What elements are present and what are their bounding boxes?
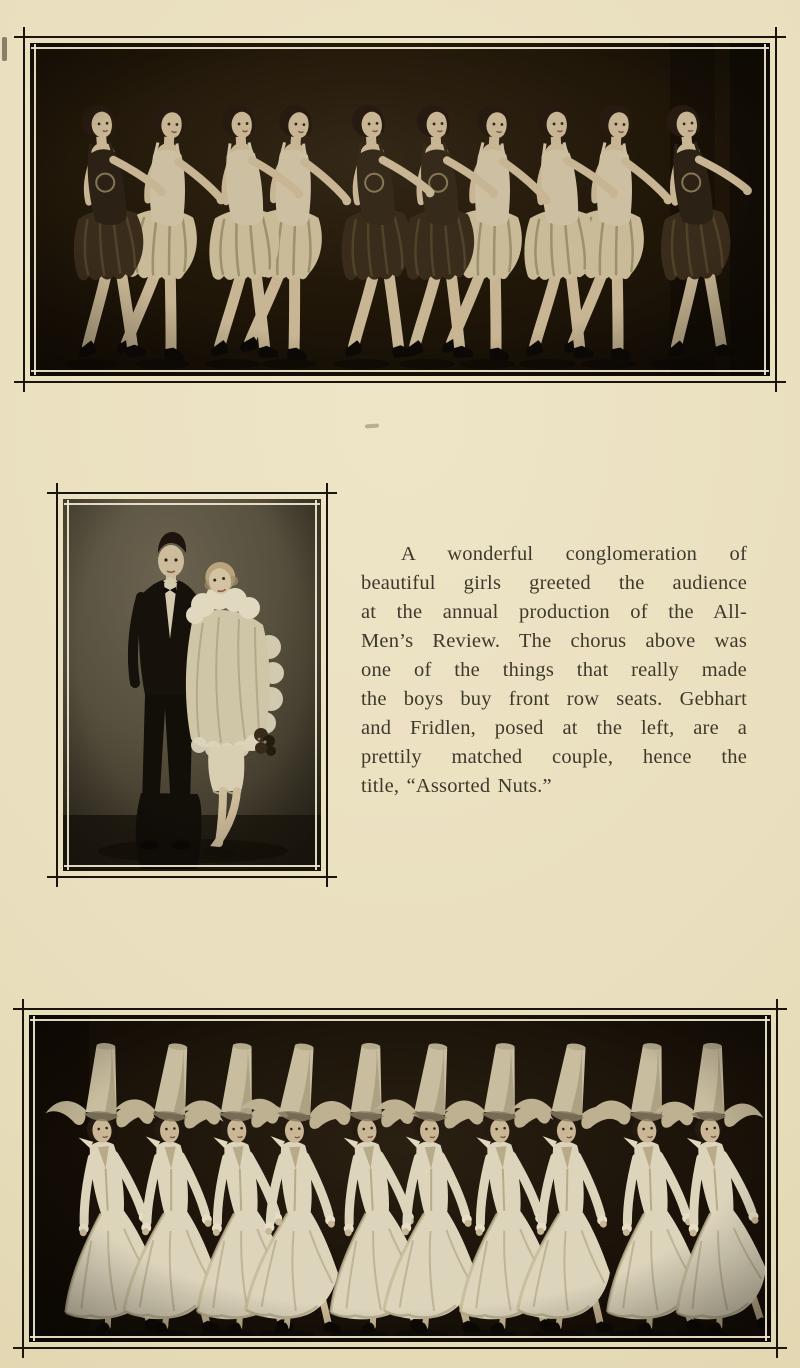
frame-rule [22,999,24,1358]
frame-keyline [33,1016,35,1341]
caption-line: beautiful girls greeted the audience [361,572,747,594]
frame-keyline [31,370,769,372]
cone-hat-dancers-illustration [29,1015,771,1342]
caption-paragraph [361,540,747,801]
bottom-photo-plate [22,1008,778,1349]
frame-rule [776,999,778,1358]
couple-photo-plate [56,492,328,878]
caption-line: title, “Assorted Nuts.” [361,775,552,797]
frame-keyline [315,500,317,870]
top-photo-plate [23,36,777,383]
frame-keyline [31,47,769,49]
chorus-line-illustration [30,43,770,376]
caption-line: the boys buy front row seats. Gebhart [361,688,747,710]
chorus-line-photo [30,43,770,376]
caption-line: and Fridlen, posed at the left, are a [361,717,747,739]
frame-rule [23,27,25,392]
frame-rule [56,483,58,887]
frame-rule [47,492,337,494]
frame-keyline [765,1016,767,1341]
frame-rule [47,876,337,878]
frame-rule [14,381,786,383]
frame-keyline [64,865,320,867]
frame-keyline [34,44,36,375]
caption-line: Men’s Review. The chorus above was [361,630,747,652]
frame-keyline [67,500,69,870]
caption-line: at the annual production of the All- [361,601,747,623]
page-edge-artifact [2,37,7,61]
frame-keyline [30,1019,770,1021]
frame-rule [14,36,786,38]
frame-rule [326,483,328,887]
couple-illustration [63,499,321,871]
frame-rule [13,1008,787,1010]
caption-line: one of the things that really made [361,659,747,681]
frame-keyline [64,503,320,505]
frame-rule [13,1347,787,1349]
frame-rule [775,27,777,392]
couple-portrait-photo [63,499,321,871]
caption-line: prettily matched couple, hence the [361,746,747,768]
cone-hat-dancers-photo [29,1015,771,1342]
caption-line: A wonderful conglomeration of [401,543,747,565]
frame-keyline [764,44,766,375]
frame-keyline [30,1336,770,1338]
